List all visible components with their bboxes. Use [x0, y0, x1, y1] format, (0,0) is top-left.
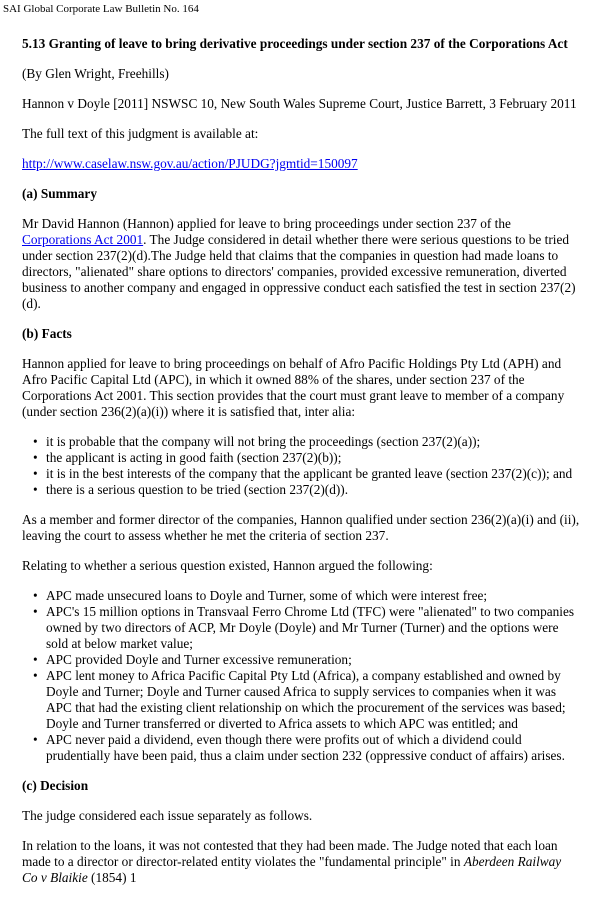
case-citation: Hannon v Doyle [2011] NSWSC 10, New South Wales Supreme Court, Justice Barrett, 3 February 2011 — [22, 96, 577, 111]
running-header: SAI Global Corporate Law Bulletin No. 164 — [3, 3, 199, 15]
list-item: • it is probable that the company will not bring the proceedings (section 237(2)(a)); — [46, 434, 580, 450]
section-heading-facts: (b) Facts — [22, 326, 72, 341]
case-name: Aberdeen Railway Co v Blaikie — [22, 854, 562, 885]
byline: (By Glen Wright, Freehills) — [22, 66, 169, 81]
member-paragraph: As a member and former director of the companies, Hannon qualified under section 236(2)(a)(i) and (ii), leaving the court to assess whether he met the criteria of section 237. — [22, 512, 580, 543]
list-item: • there is a serious question to be tried (section 237(2)(d)). — [46, 482, 580, 498]
list-item: • APC's 15 million options in Transvaal Ferro Chrome Ltd (TFC) were "alienated" to two companies owned by two directors of ACP, Mr Doyle (Doyle) and Mr Turner (Turner) and the options were sold at below market value; — [46, 604, 580, 652]
list-item: • APC provided Doyle and Turner excessive remuneration; — [46, 652, 580, 668]
loans-paragraph: In relation to the loans, it was not contested that they had been made. The Judge noted that each loan made to a director or director-related entity violates the "fundamental principle" in Aberdeen Railway Co v Blaikie (1854) 1 — [22, 838, 562, 885]
criteria-list — [22, 434, 580, 498]
list-item: • APC never paid a dividend, even though there were profits out of which a dividend could prudentially have been paid, thus a claim under section 232 (oppressive conduct of affairs) arises. — [46, 732, 580, 764]
arguments-list — [22, 588, 580, 764]
summary-paragraph: Mr David Hannon (Hannon) applied for leave to bring proceedings under section 237 of the Corporations Act 2001. The Judge considered in detail whether there were serious questions to be tried under section 237(2)(d).The Judge held that claims that the companies in question had made loans to directors, "alienated" share options to directors' companies, provided excessive remuneration, diverted business to another company and engaged in oppressive conduct each satisfied the test in section 237(2)(d). — [22, 216, 576, 311]
list-item: • APC lent money to Africa Pacific Capital Pty Ltd (Africa), a company established and owned by Doyle and Turner; Doyle and Turner caused Africa to supply services to companies when it was APC that had the existing client relationship on which the procurement of the services was based; Doyle and Turner transferred or diverted to Africa assets to which APC was entitled; and — [46, 668, 580, 732]
list-item: • the applicant is acting in good faith (section 237(2)(b)); — [46, 450, 580, 466]
decision-intro: The judge considered each issue separately as follows. — [22, 808, 313, 823]
section-heading-decision: (c) Decision — [22, 778, 89, 793]
article-body — [22, 36, 580, 900]
list-item: • it is in the best interests of the company that the applicant be granted leave (section 237(2)(c)); and — [46, 466, 580, 482]
corporations-act-link[interactable]: Corporations Act 2001 — [22, 232, 144, 247]
section-heading-summary: (a) Summary — [22, 186, 97, 201]
list-item: • APC made unsecured loans to Doyle and Turner, some of which were interest free; — [46, 588, 580, 604]
facts-intro: Hannon applied for leave to bring proceedings on behalf of Afro Pacific Holdings Pty Ltd (APH) and Afro Pacific Capital Ltd (APC), in which it owned 88% of the shares, under section 237 of the Corporations Act 2001. This section provides that the court must grant leave to member of a company (under section 236(2)(a)(i)) where it is satisfied that, inter alia: — [22, 356, 565, 419]
judgment-link[interactable]: http://www.caselaw.nsw.gov.au/action/PJUDG?jgmtid=150097 — [22, 156, 358, 171]
fulltext-label: The full text of this judgment is available at: — [22, 126, 259, 141]
article-title: 5.13 Granting of leave to bring derivative proceedings under section 237 of the Corporations Act — [22, 36, 568, 51]
arguments-intro: Relating to whether a serious question existed, Hannon argued the following: — [22, 558, 433, 573]
